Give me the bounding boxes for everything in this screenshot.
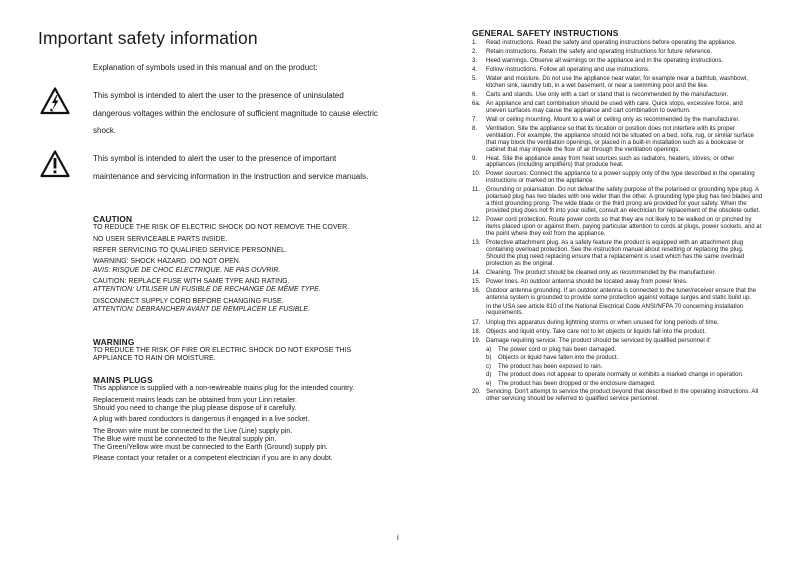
rule-item xyxy=(472,279,764,286)
rule-item xyxy=(472,320,764,327)
symbols-intro: Explanation of symbols used in this manual and on the product: xyxy=(93,63,318,72)
rule-item xyxy=(472,338,764,345)
rule-item-number: 3. xyxy=(472,57,478,64)
rule-item-text: Read instructions. Read the safety and operating instructions before operating the appliance. xyxy=(486,39,737,46)
rule-item-number: 18. xyxy=(472,327,481,335)
mains-line: Replacement mains leads can be obtained from your Linn retailer. xyxy=(93,396,297,404)
rules-list xyxy=(472,320,764,345)
caution-pair-fr: ATTENTION: UTILISER UN FUSIBLE DE RECHANGE DE MÊME TYPE. xyxy=(93,286,321,294)
rule-item-number: 9. xyxy=(472,154,478,162)
caution-pair xyxy=(93,278,383,294)
sub-item-text: The product does not appear to operate normally or exhibits a marked change in operation. xyxy=(498,371,744,378)
rule-19-sublist xyxy=(472,347,764,388)
rule-item-number: 1. xyxy=(472,39,478,46)
rule-item-text: Unplug this apparatus during lightning storms or when unused for long periods of time. xyxy=(486,318,719,326)
rule-item-number: 7. xyxy=(472,115,478,123)
rule-item-text: Power sources. Connect the appliance to a power supply only of the type described in the operating instructions or marked on the appliance. xyxy=(486,170,755,185)
sub-item-text: Objects or liquid have fallen into the product. xyxy=(498,354,619,361)
rule-text: Servicing. Don't attempt to service the product beyond that described in the operating instructions. All other servicing should be referred to qualified service personnel. xyxy=(486,388,759,402)
rule-item-text: Grounding or polarisation. Do not defeat the safety purpose of the polarised or grounding type plug. A polarised plug has two blades with one wider than the other. A grounding type plug has two blades and a third grounding prong. The wide blade or the third prong are provided for your safety. When the provided plug does not fit into your outlet, consult an electrician for replacement of the obsolete outlet. xyxy=(486,186,763,215)
rule-item xyxy=(472,101,764,115)
rule-item-number: 4. xyxy=(472,66,478,73)
rule-item-number: 15. xyxy=(472,277,481,285)
rule-item xyxy=(472,187,764,215)
mains-section xyxy=(93,376,383,467)
rule-item xyxy=(472,329,764,336)
rule-item-number: 6a. xyxy=(472,99,481,107)
rule-item xyxy=(472,217,764,238)
rule-item xyxy=(472,389,764,403)
rule-item-number: 5. xyxy=(472,75,478,82)
general-heading: GENERAL SAFETY INSTRUCTIONS xyxy=(472,28,619,38)
sub-item-number: d) xyxy=(486,371,492,378)
rule-item-number: 19. xyxy=(472,336,481,344)
rules-list xyxy=(472,40,764,301)
caution-pair xyxy=(93,258,383,274)
rule-item xyxy=(472,171,764,185)
rule-item-text: Wall or ceiling mounting. Mount to a wall or ceiling only as recommended by the manufacturer. xyxy=(486,115,740,123)
caution-heading: CAUTION xyxy=(93,214,133,224)
warning-section xyxy=(93,338,383,367)
rule-item-number: 2. xyxy=(472,48,478,55)
sub-item-number: a) xyxy=(486,345,492,353)
caution-pair-fr: AVIS: RISQUE DE CHOC ELECTRIQUE. NE PAS OUVRIR. xyxy=(93,266,281,274)
mains-paragraph: Please contact your retailer or a competent electrician if you are in any doubt. xyxy=(93,455,333,463)
sub-item-text: The power cord or plug has been damaged. xyxy=(498,345,617,353)
sub-item xyxy=(486,372,764,379)
rule-item xyxy=(472,288,764,302)
rule-item xyxy=(472,156,764,170)
page-number: i xyxy=(397,533,399,542)
caution-pair-en: CAUTION: REPLACE FUSE WITH SAME TYPE AND RATING. xyxy=(93,277,290,285)
rule-item-text: Follow instructions. Follow all operating and use instructions. xyxy=(486,66,650,73)
mains-line: The Blue wire must be connected to the Neutral supply pin. xyxy=(93,435,277,443)
rule-number: 20. xyxy=(472,388,481,395)
sub-item-text: The product has been exposed to rain. xyxy=(498,362,603,370)
rule-item-number: 14. xyxy=(472,268,481,276)
rule-item-number: 6. xyxy=(472,90,478,98)
caution-pair-en: WARNING: SHOCK HAZARD. DO NOT OPEN. xyxy=(93,258,241,266)
rule-item xyxy=(472,58,764,65)
sub-item-number: e) xyxy=(486,379,492,387)
rule-item-text: Carts and stands. Use only with a cart or stand that is recommended by the manufacturer. xyxy=(486,90,729,98)
caution-pair-en: DISCONNECT SUPPLY CORD BEFORE CHANGING FUSE. xyxy=(93,297,284,305)
mains-paragraph xyxy=(93,397,383,413)
rule-item xyxy=(472,270,764,277)
sub-item-number: b) xyxy=(486,354,492,361)
mains-line: Should you need to change the plug please dispose of it carefully. xyxy=(93,404,297,412)
rule-item xyxy=(472,92,764,99)
rule-item-text: Water and moisture. Do not use the appliance near water, for example near a bathtub, washbowl, kitchen sink, laundry tub, in a wet basement, or near a swimming pool and the like. xyxy=(486,75,748,89)
rule-item-number: 12. xyxy=(472,216,481,224)
rule-item-text: An appliance and cart combination should be used with care. Quick stops, excessive force, and uneven surfaces may cause the appliance and cart combination to overturn. xyxy=(486,99,743,114)
rule-item xyxy=(472,49,764,56)
rule-item-number: 10. xyxy=(472,170,481,178)
mains-line: The Brown wire must be connected to the Live (Line) supply pin. xyxy=(93,427,293,435)
sub-item-number: c) xyxy=(486,362,492,370)
general-safety-section xyxy=(472,28,764,405)
rule-item-text: Heed warnings. Observe all warnings on the appliance and in the operating instructions. xyxy=(486,57,724,64)
rule-item-number: 11. xyxy=(472,186,481,194)
caution-pair-fr: ATTENTION: DEBRANCHER AVANT DE REMPLACER LE FUSIBLE. xyxy=(93,305,311,313)
rule-item-number: 8. xyxy=(472,124,478,132)
caution-section xyxy=(93,215,383,317)
rule-item-text: Ventilation. Site the appliance so that its location or position does not interfere with its proper ventilation. For example, the appliance should not be situated on a bed, sofa, rug, or similar surface that may block the ventilation openings, or placed in a built-in installation such as a bookcase or cabinet that may impede the flow of air through the ventilation openings. xyxy=(486,124,754,153)
caution-pair xyxy=(93,298,383,314)
symbol-text-lightning: This symbol is intended to alert the user to the presence of uninsulated dangerous voltages within the enclosure of sufficient magnitude to cause electric shock. xyxy=(93,91,378,136)
rule-item-number: 16. xyxy=(472,286,481,294)
exclamation-triangle-icon xyxy=(40,150,70,178)
rule-item-number: 17. xyxy=(472,318,481,326)
symbol-text-exclamation: This symbol is intended to alert the user to the presence of important maintenance and servicing information in the instruction and service manuals. xyxy=(93,154,369,181)
rule-item xyxy=(472,67,764,74)
rule-item-text: Outdoor antenna grounding. If an outdoor antenna is connected to the tuner/receiver ensure that the antenna system is grounded to provide some protection against voltage surges and static build up. xyxy=(486,286,757,301)
page-title: Important safety information xyxy=(38,28,258,48)
rule-item xyxy=(472,76,764,90)
rule-item xyxy=(472,126,764,154)
caution-line: NO USER SERVICEABLE PARTS INSIDE. xyxy=(93,235,228,243)
rule-item-text: Protective attachment plug. As a safety feature the product is equipped with an attachment plug containing overload protection. See the instruction manual about resetting or replacing the plug. Should the plug need replacing ensure that a replacement is used which has the same overload protection as the original. xyxy=(486,238,745,267)
warning-text: TO REDUCE THE RISK OF FIRE OR ELECTRIC SHOCK DO NOT EXPOSE THIS APPLIANCE TO RAIN OR MOISTURE. xyxy=(93,347,352,363)
rule-item-text: Objects and liquid entry. Take care not to let objects or liquids fall into the product. xyxy=(486,327,706,335)
caution-line: TO REDUCE THE RISK OF ELECTRIC SHOCK DO NOT REMOVE THE COVER. xyxy=(93,224,350,232)
rule-item-text: Heat. Site the appliance away from heat sources such as radiators, heaters, stoves, or other appliances (including amplifiers) that produce heat. xyxy=(486,154,735,169)
sub-item xyxy=(486,364,764,371)
rule-item xyxy=(472,117,764,124)
caution-line: REFER SERVICING TO QUALIFIED SERVICE PERSONNEL. xyxy=(93,246,287,254)
mains-paragraph: A plug with bared conductors is dangerous if engaged in a live socket. xyxy=(93,416,310,424)
mains-line: The Green/Yellow wire must be connected to the Earth (Ground) supply pin. xyxy=(93,443,328,451)
rule-item-text: Damage requiring service. The product should be serviced by qualified personnel if: xyxy=(486,336,712,344)
sub-item xyxy=(486,347,764,354)
sub-item xyxy=(486,355,764,362)
rule-16-note: In the USA see article 810 of the National Electrical Code ANSI/NFPA 70 concerning installation requirements. xyxy=(486,302,744,317)
mains-paragraph: This appliance is supplied with a non-rewireable mains plug for the intended country. xyxy=(93,385,355,393)
rule-item-text: Retain instructions. Retain the safety and operating instructions for future reference. xyxy=(486,48,712,55)
rule-item xyxy=(472,240,764,268)
mains-paragraph xyxy=(93,428,383,453)
rule-item-text: Power lines. An outdoor antenna should be located away from power lines. xyxy=(486,277,688,285)
rule-item-number: 13. xyxy=(472,238,481,246)
sub-item-text: The product has been dropped or the enclosure damaged. xyxy=(498,379,656,387)
warning-heading: WARNING xyxy=(93,337,135,347)
sub-item xyxy=(486,381,764,388)
rule-item xyxy=(472,40,764,47)
rule-item-text: Cleaning. The product should be cleaned only as recommended by the manufacturer. xyxy=(486,268,716,276)
rule-item-text: Power cord protection. Route power cords so that they are not likely to be walked on or pinched by items placed upon or against them, paying particular attention to cords at plugs, power sockets, and at the point where they exit from the appliance. xyxy=(486,216,762,237)
lightning-triangle-icon xyxy=(40,87,70,115)
mains-heading: MAINS PLUGS xyxy=(93,375,153,385)
